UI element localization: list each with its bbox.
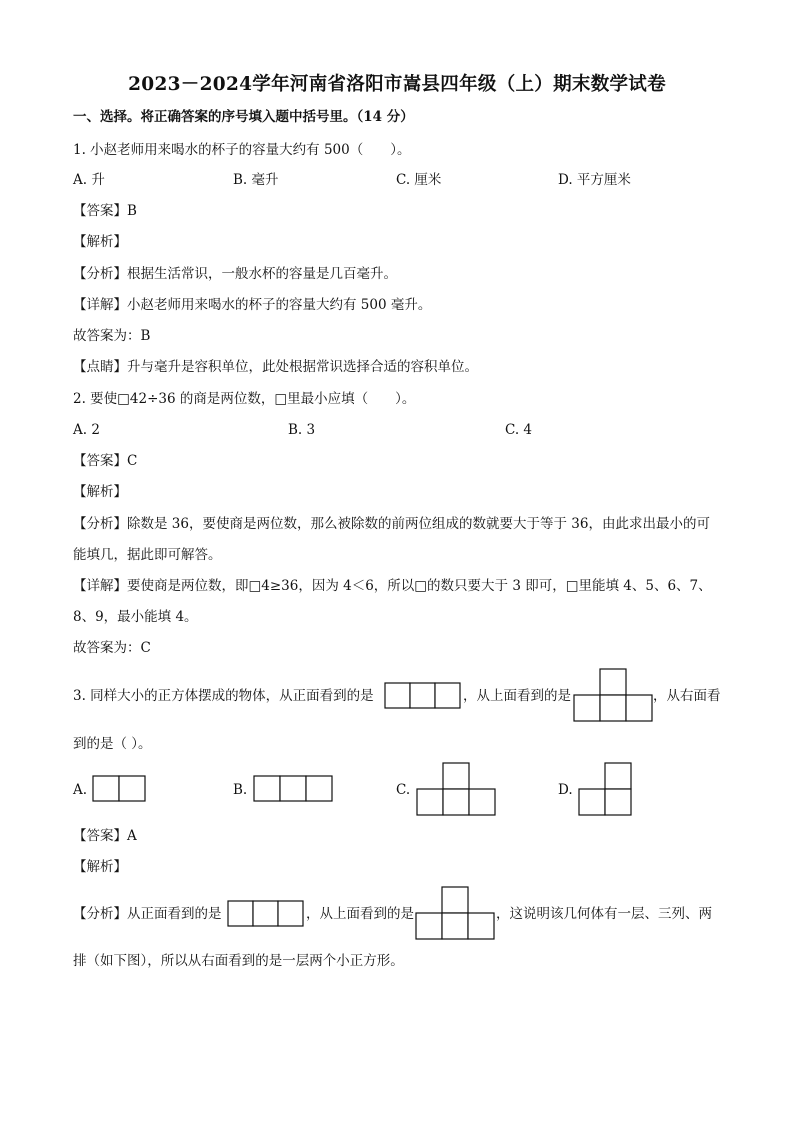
section-heading: 一、选择。将正确答案的序号填入题中括号里。（14 分） (73, 109, 414, 125)
q3-jiexi: 【解析】 (73, 859, 127, 875)
q1-analysis: 【分析】根据生活常识，一般水杯的容量是几百毫升。 (73, 266, 397, 282)
q3-stem-part1: 3. 同样大小的正方体摆成的物体，从正面看到的是 (73, 688, 374, 704)
q1-answer: 【答案】B (73, 203, 137, 219)
q1-conclusion: 故答案为：B (73, 328, 151, 344)
q3-front-view-figure (384, 682, 462, 709)
q2-detail-line1: 【详解】要使商是两位数，即□4≥36，因为 4＜6，所以□的数只要大于 3 即可，□里能填 4、5、6、7、 (73, 578, 712, 594)
q1-option-a: A. 升 (73, 172, 105, 188)
q1-remark: 【点睛】升与毫升是容积单位，此处根据常识选择合适的容积单位。 (73, 359, 478, 375)
q3-option-b-figure (253, 775, 333, 802)
q2-option-a: A. 2 (73, 422, 100, 438)
q3-analysis-top-figure (415, 886, 495, 940)
q2-conclusion: 故答案为：C (73, 640, 151, 656)
q2-option-c: C. 4 (505, 422, 533, 438)
q1-stem: 1. 小赵老师用来喝水的杯子的容量大约有 500（ ）。 (73, 142, 411, 158)
q2-option-b: B. 3 (288, 422, 316, 438)
page-title: 2023－2024学年河南省洛阳市嵩县四年级（上）期末数学试卷 (128, 74, 666, 95)
q3-stem-part4: 到的是（ ）。 (73, 736, 152, 752)
q3-option-c-figure (416, 762, 496, 816)
q3-option-c-label: C. (396, 782, 411, 798)
q3-analysis-part4: 排（如下图），所以从右面看到的是一层两个小正方形。 (73, 953, 404, 969)
q3-option-a-figure (92, 775, 147, 802)
q2-stem: 2. 要使□42÷36 的商是两位数，□里最小应填（ ）。 (73, 391, 416, 407)
q2-jiexi: 【解析】 (73, 484, 127, 500)
q2-detail-line2: 8、9，最小能填 4。 (73, 609, 198, 625)
q1-jiexi: 【解析】 (73, 234, 127, 250)
q1-option-b: B. 毫升 (233, 172, 279, 188)
q3-option-d-figure (578, 762, 633, 816)
q2-analysis-line2: 能填几，据此即可解答。 (73, 547, 222, 563)
q1-option-d: D. 平方厘米 (558, 172, 631, 188)
q3-option-d-label: D. (558, 782, 573, 798)
q3-analysis-front-figure (227, 900, 305, 927)
q3-analysis-part2: ，从上面看到的是 (306, 906, 414, 922)
q3-option-a-label: A. (73, 782, 88, 798)
q2-analysis-line1: 【分析】除数是 36，要使商是两位数，那么被除数的前两位组成的数就要大于等于 36，由此求出最小的可 (73, 516, 710, 532)
q2-answer: 【答案】C (73, 453, 138, 469)
q3-analysis-part1: 【分析】从正面看到的是 (73, 906, 222, 922)
q1-option-c: C. 厘米 (396, 172, 442, 188)
q3-analysis-part3: ，这说明该几何体有一层、三列、两 (496, 906, 712, 922)
q3-top-view-figure (573, 668, 653, 722)
q1-detail: 【详解】小赵老师用来喝水的杯子的容量大约有 500 毫升。 (73, 297, 432, 313)
q3-option-b-label: B. (233, 782, 248, 798)
q3-stem-part2: ，从上面看到的是 (463, 688, 571, 704)
q3-answer: 【答案】A (73, 828, 137, 844)
q3-stem-part3: ，从右面看 (653, 688, 721, 704)
